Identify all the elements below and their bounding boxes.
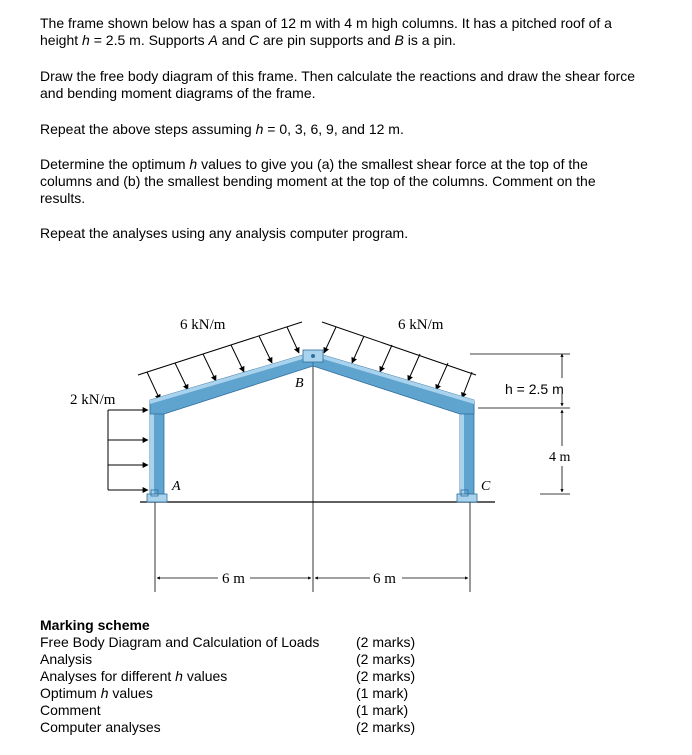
right-roof-load-label: 6 kN/m [398, 317, 444, 333]
marking-scheme-title: Marking scheme [40, 617, 150, 633]
h-dimension-label: h = 2.5 m [505, 381, 564, 397]
marking-item-label: Analyses for different h values [40, 668, 228, 684]
hinge-b [303, 350, 323, 362]
left-span-label: 6 m [222, 571, 245, 587]
problem-paragraph-2: Draw the free body diagram of this frame. Then calculate the reactions and draw the shear force and bending moment diagrams of the frame. [40, 68, 636, 101]
marking-item-marks: (2 marks) [356, 651, 416, 667]
marking-item-label: Free Body Diagram and Calculation of Loads [40, 634, 320, 650]
marking-item-marks: (2 marks) [356, 634, 416, 650]
marking-item-marks: (1 mark) [356, 685, 409, 701]
label-b: B [295, 376, 304, 391]
right-column [460, 402, 474, 494]
right-rafter [313, 352, 474, 414]
marking-item-marks: (2 marks) [356, 719, 416, 735]
right-span-label: 6 m [373, 571, 396, 587]
height-dimension [470, 354, 570, 494]
problem-paragraph-5: Repeat the analyses using any analysis computer program. [40, 225, 409, 241]
marking-item-label: Comment [40, 702, 101, 718]
label-a: A [172, 479, 181, 494]
problem-paragraph-1: The frame shown below has a span of 12 m with 4 m high columns. It has a pitched roof of a height h = 2.5 m. Supports A and C are pin supports and B is a pin. [40, 15, 612, 48]
column-height-label: 4 m [549, 450, 571, 465]
left-rafter [150, 352, 313, 414]
problem-paragraph-3: Repeat the above steps assuming h = 0, 3, 6, 9, and 12 m. [40, 121, 404, 137]
wind-load-label: 2 kN/m [70, 392, 116, 408]
problem-paragraph-4: Determine the optimum h values to give you (a) the smallest shear force at the top of the columns and (b) the smallest bending moment at the top of the columns. Comment on the results. [40, 156, 596, 206]
label-c: C [481, 479, 491, 494]
marking-item-marks: (2 marks) [356, 668, 416, 684]
marking-item-marks: (1 mark) [356, 702, 409, 718]
marking-item-label: Analysis [40, 651, 93, 667]
marking-item-label: Optimum h values [40, 685, 153, 701]
marking-item-label: Computer analyses [40, 719, 161, 735]
wind-load [108, 410, 148, 490]
left-column [150, 402, 164, 494]
left-roof-load-label: 6 kN/m [180, 317, 226, 333]
